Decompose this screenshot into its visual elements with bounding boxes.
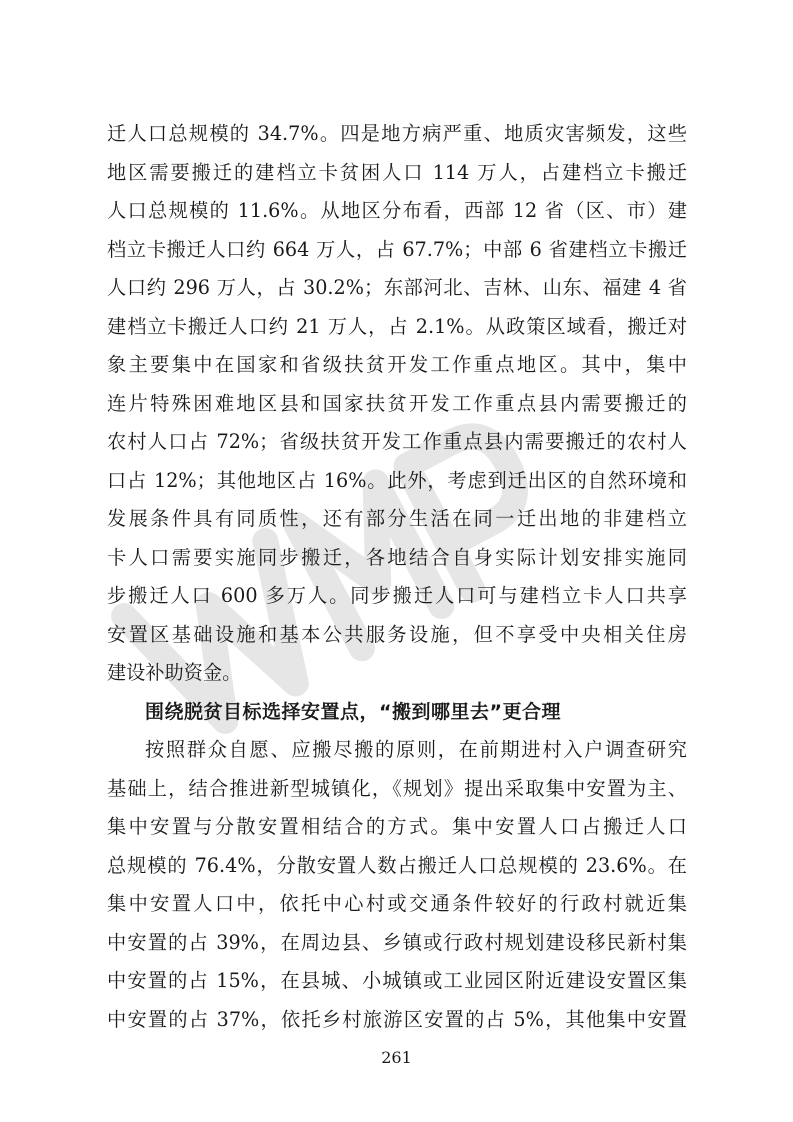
text-line: 中安置的占 37%，依托乡村旅游区安置的占 5%，其他集中安置 [107, 1007, 687, 1031]
text-line: 口占 12%；其他地区占 16%。此外，考虑到迁出区的自然环境和 [107, 468, 687, 492]
text-line: 集中安置与分散安置相结合的方式。集中安置人口占搬迁人口 [107, 815, 687, 838]
paragraph-1 [107, 115, 687, 693]
text-line: 发展条件具有同质性，还有部分生活在同一迁出地的非建档立 [107, 507, 687, 530]
paragraph-2 [107, 731, 687, 1039]
text-line: 按照群众自愿、应搬尽搬的原则，在前期进村入户调查研究 [145, 738, 687, 761]
text-line: 集中安置人口中，依托中心村或交通条件较好的行政村就近集 [107, 892, 687, 915]
text-line: 象主要集中在国家和省级扶贫开发工作重点地区。其中，集中 [107, 353, 687, 376]
text-line: 建设补助资金。 [107, 661, 242, 684]
text-line: 卡人口需要实施同步搬迁，各地结合自身实际计划安排实施同 [107, 545, 687, 569]
text-line: 安置区基础设施和基本公共服务设施，但不享受中央相关住房 [107, 622, 687, 646]
text-line: 总规模的 76.4%，分散安置人数占搬迁人口总规模的 23.6%。在 [107, 853, 687, 877]
section-heading: 围绕脱贫目标选择安置点，“搬到哪里去”更合理 [145, 700, 561, 723]
text-line: 基础上，结合推进新型城镇化，《规划》提出采取集中安置为主、 [107, 776, 687, 800]
text-line: 步搬迁人口 600 多万人。同步搬迁人口可与建档立卡人口共享 [107, 584, 687, 607]
text-line: 人口总规模的 11.6%。从地区分布看，西部 12 省（区、市）建 [107, 199, 687, 222]
text-line: 迁人口总规模的 34.7%。四是地方病严重、地质灾害频发，这些 [107, 122, 687, 145]
page-number: 261 [381, 1048, 412, 1067]
text-line: 中安置的占 15%，在县城、小城镇或工业园区附近建设安置区集 [107, 969, 687, 992]
text-line: 中安置的占 39%，在周边县、乡镇或行政村规划建设移民新村集 [107, 930, 687, 954]
text-line: 农村人口占 72%；省级扶贫开发工作重点县内需要搬迁的农村人 [107, 430, 687, 453]
body-text [107, 115, 687, 1039]
text-line: 连片特殊困难地区县和国家扶贫开发工作重点县内需要搬迁的 [107, 391, 687, 415]
text-line: 档立卡搬迁人口约 664 万人，占 67.7%；中部 6 省建档立卡搬迁 [107, 237, 687, 261]
text-line: 地区需要搬迁的建档立卡贫困人口 114 万人，占建档立卡搬迁 [107, 160, 687, 184]
text-line: 人口约 296 万人，占 30.2%；东部河北、吉林、山东、福建 4 省 [107, 276, 687, 299]
text-line: 建档立卡搬迁人口约 21 万人，占 2.1%。从政策区域看，搬迁对 [107, 314, 687, 338]
